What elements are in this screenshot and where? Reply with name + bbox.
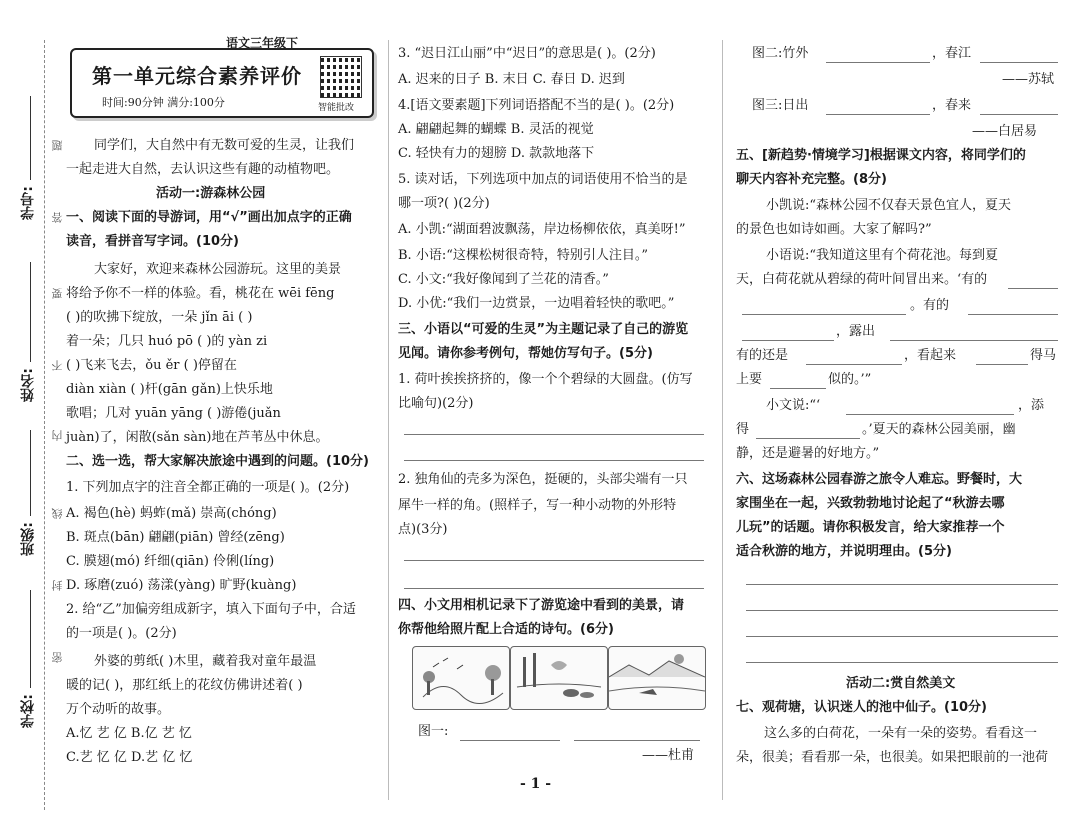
intro-text: 一起走进大自然，去认识这些有趣的动植物吧。 (66, 162, 340, 177)
seal-char: 要 (51, 288, 64, 299)
section-heading: 五、[新趋势·情境学习]根据课文内容，将同学们的 (736, 148, 1026, 163)
exam-meta: 时间:90分钟 满分:100分 (102, 96, 225, 109)
section-heading: 读音，看拼音写字词。(10分) (66, 234, 239, 249)
option-line[interactable]: C. 膜翅(mó) 纤细(qiān) 伶俐(líng) (66, 554, 275, 569)
grade-label: 语文三年级下 (226, 36, 299, 50)
answer-line[interactable] (746, 584, 1058, 585)
answer-line[interactable] (976, 364, 1028, 365)
school-line (30, 590, 31, 688)
binding-margin (0, 0, 62, 822)
dialog-line: 得马 (1030, 348, 1057, 363)
seal-char: 内 (51, 430, 64, 441)
question-line: 比喻句)(2分) (398, 396, 474, 411)
option-line[interactable]: C. 小文:“我好像闻到了兰花的清香。” (398, 272, 609, 287)
answer-line[interactable] (742, 314, 906, 315)
page-number: - 1 - (520, 776, 552, 792)
section-heading: 四、小文用相机记录下了游览途中看到的美景，请 (398, 598, 685, 613)
margin-label-name: 姓名: (20, 368, 36, 402)
answer-line[interactable] (404, 434, 704, 435)
passage-line: 大家好，欢迎来森林公园游玩。这里的美景 (94, 262, 342, 277)
passage-line: 歌唱；几对 yuān yāng ( )游倦(juǎn (66, 406, 281, 421)
question-line: 1. 荷叶挨挨挤挤的，像一个个碧绿的大圆盘。(仿写 (398, 372, 693, 387)
dialog-line: 。有的 (910, 298, 950, 313)
class-line (30, 430, 31, 516)
answer-line[interactable] (746, 636, 1058, 637)
name-line (30, 262, 31, 362)
dialog-line: ，露出 (836, 324, 876, 339)
seal-char: 答 (51, 212, 64, 223)
dialog-line: 静，还是避暑的好地方。” (736, 446, 880, 461)
question-text: 万个动听的故事。 (66, 702, 171, 717)
passage-line: 这么多的白荷花，一朵有一朵的姿势。看看这一 (764, 726, 1038, 741)
margin-label-school: 学校: (20, 694, 36, 728)
section-heading: 六、这场森林公园春游之旅令人难忘。野餐时，大 (736, 472, 1023, 487)
question-line: 3. “迟日江山丽”中“迟日”的意思是( )。(2分) (398, 46, 656, 61)
caption-label: ，春江 (932, 46, 972, 61)
title-box (70, 48, 374, 118)
question-line: 4.[语文要素题]下列词语搭配不当的是( )。(2分) (398, 98, 675, 113)
qr-code-icon[interactable] (320, 56, 362, 98)
option-line[interactable]: C.艺 忆 亿 D.艺 亿 忆 (66, 750, 193, 765)
question-line: 犀牛一样的角。(照样子，写一种小动物的外形特 (398, 498, 677, 513)
dialog-line: 小凯说:“森林公园不仅春天景色宜人，夏天 (766, 198, 1012, 213)
seal-char: 封 (51, 580, 64, 591)
passage-line: 将给予你不一样的体验。看，桃花在 wēi fēng (66, 286, 335, 301)
answer-line[interactable] (460, 740, 560, 741)
section-heading: 三、小语以“可爱的生灵”为主题记录了自己的游览 (398, 322, 689, 337)
activity-heading: 活动二:赏自然美文 (846, 676, 956, 691)
seal-char: 不 (51, 360, 64, 371)
answer-line[interactable] (746, 610, 1058, 611)
caption-label: 图二:竹外 (752, 46, 809, 61)
option-line[interactable]: A. 小凯:“湖面碧波飘荡，岸边杨柳依依，真美呀!” (398, 222, 686, 237)
intro-text: 同学们，大自然中有无数可爱的生灵，让我们 (94, 138, 355, 153)
seal-char: 线 (51, 508, 64, 519)
answer-line[interactable] (826, 114, 930, 115)
passage-line: ( )的吹拂下绽放，一朵 jǐn āi ( ) (66, 310, 253, 325)
option-line[interactable]: B. 斑点(bān) 翩翩(piān) 曾经(zēng) (66, 530, 285, 545)
student-id-line (30, 96, 31, 180)
question-line: 2. 给“乙”加偏旁组成新字，填入下面句子中，合适 (66, 602, 356, 617)
section-heading: 聊天内容补充完整。(8分) (736, 172, 887, 187)
question-line: 1. 下列加点字的注音全都正确的一项是( )。(2分) (66, 480, 350, 495)
question-line: 的一项是( )。(2分) (66, 626, 177, 641)
answer-line[interactable] (980, 62, 1058, 63)
dialog-line: 得 (736, 422, 750, 437)
photo-1-icon (412, 646, 510, 710)
section-heading: 儿玩”的话题。请你积极发言，给大家推荐一个 (736, 520, 1005, 535)
section-heading: 二、选一选，帮大家解决旅途中遇到的问题。(10分) (66, 454, 369, 469)
poet-name: ——白居易 (972, 124, 1038, 139)
section-heading: 你帮他给照片配上合适的诗句。(6分) (398, 622, 614, 637)
dialog-line: ，添 (1018, 398, 1045, 413)
question-line: 哪一项?( )(2分) (398, 196, 490, 211)
caption-label: ，春来 (932, 98, 972, 113)
question-line: 2. 独角仙的壳多为深色，挺硬的，头部尖端有一只 (398, 472, 688, 487)
question-text: 暖的记( )，那红纸上的花纹仿佛讲述着( ) (66, 678, 303, 693)
caption-label: 图一: (418, 724, 449, 739)
passage-line: diàn xiàn ( )杆(gān gǎn)上快乐地 (66, 382, 273, 397)
qr-label: 智能批改 (318, 103, 355, 113)
dialog-line: ，看起来 (904, 348, 957, 363)
page-title: 第一单元综合素养评价 (92, 64, 302, 88)
cut-line (44, 40, 45, 810)
answer-line[interactable] (826, 62, 930, 63)
option-line[interactable]: A. 迟来的日子 B. 末日 C. 春日 D. 迟到 (398, 72, 625, 87)
question-line: 5. 读对话，下列选项中加点的词语使用不恰当的是 (398, 172, 688, 187)
option-line[interactable]: C. 轻快有力的翅膀 D. 款款地落下 (398, 146, 595, 161)
answer-line[interactable] (770, 388, 826, 389)
answer-line[interactable] (746, 662, 1058, 663)
photo-2-icon (510, 646, 608, 710)
option-line[interactable]: A.忆 艺 亿 B.亿 艺 忆 (66, 726, 192, 741)
section-heading: 见闻。请你参考例句，帮她仿写句子。(5分) (398, 346, 653, 361)
answer-line[interactable] (404, 560, 704, 561)
column-divider (722, 40, 723, 800)
caption-label: 图三:日出 (752, 98, 809, 113)
passage-line: juàn)了，闲散(sǎn sàn)地在芦苇丛中休息。 (66, 430, 329, 445)
poet-name: ——杜甫 (642, 748, 695, 763)
question-line: 点)(3分) (398, 522, 448, 537)
poet-name: ——苏轼 (1002, 72, 1055, 87)
passage-line: 着一朵；几只 huó pō ( )的 yàn zi (66, 334, 268, 349)
answer-line[interactable] (404, 460, 704, 461)
option-line[interactable]: D. 小优:“我们一边赏景，一边唱着轻快的歌吧。” (398, 296, 675, 311)
seal-char: 题 (51, 140, 64, 151)
option-line[interactable]: B. 小语:“这棵松树很奇特，特别引人注目。” (398, 248, 648, 263)
dialog-line: 小文说:“‘ (766, 398, 821, 413)
section-heading: 一、阅读下面的导游词，用“√”画出加点字的正确 (66, 210, 352, 225)
activity-heading: 活动一:游森林公园 (156, 186, 266, 201)
answer-line[interactable] (574, 740, 700, 741)
section-heading: 适合秋游的地方，并说明理由。(5分) (736, 544, 952, 559)
passage-line: ( )飞来飞去，ǒu ěr ( )停留在 (66, 358, 237, 373)
answer-line[interactable] (806, 364, 902, 365)
section-heading: 家围坐在一起，兴致勃勃地讨论起了“秋游去哪 (736, 496, 1005, 511)
dialog-line: 天，白荷花就从碧绿的荷叶间冒出来。‘有的 (736, 272, 988, 287)
dialog-line: 的景色也如诗如画。大家了解吗?” (736, 222, 932, 237)
answer-line[interactable] (980, 114, 1058, 115)
dialog-line: 。’夏天的森林公园美丽，幽 (862, 422, 1016, 437)
answer-line[interactable] (756, 438, 860, 439)
answer-line[interactable] (890, 340, 1058, 341)
answer-line[interactable] (846, 414, 1014, 415)
answer-line[interactable] (968, 314, 1058, 315)
option-line[interactable]: A. 翩翩起舞的蝴蝶 B. 灵活的视觉 (398, 122, 594, 137)
answer-line[interactable] (1008, 288, 1058, 289)
margin-label-student-id: 学号: (20, 186, 36, 220)
margin-label-class: 班级: (20, 522, 36, 556)
passage-line: 朵，很美；看看那一朵，也很美。如果把眼前的一池荷 (736, 750, 1049, 765)
photo-3-icon (608, 646, 706, 710)
dialog-line: 有的还是 (736, 348, 789, 363)
option-line[interactable]: D. 琢磨(zuó) 荡漾(yàng) 旷野(kuàng) (66, 578, 297, 593)
dialog-line: 似的。’” (828, 372, 872, 387)
dialog-line: 小语说:“我知道这里有个荷花池。每到夏 (766, 248, 999, 263)
question-text: 外婆的剪纸( )木里，藏着我对童年最温 (94, 654, 317, 669)
section-heading: 七、观荷塘，认识迷人的池中仙子。(10分) (736, 700, 987, 715)
seal-char: 密 (51, 652, 64, 663)
dialog-line: 上要 (736, 372, 763, 387)
option-line[interactable]: A. 褐色(hè) 蚂蚱(mǎ) 崇高(chóng) (66, 506, 277, 521)
column-divider (388, 40, 389, 800)
answer-line[interactable] (404, 588, 704, 589)
answer-line[interactable] (742, 340, 834, 341)
